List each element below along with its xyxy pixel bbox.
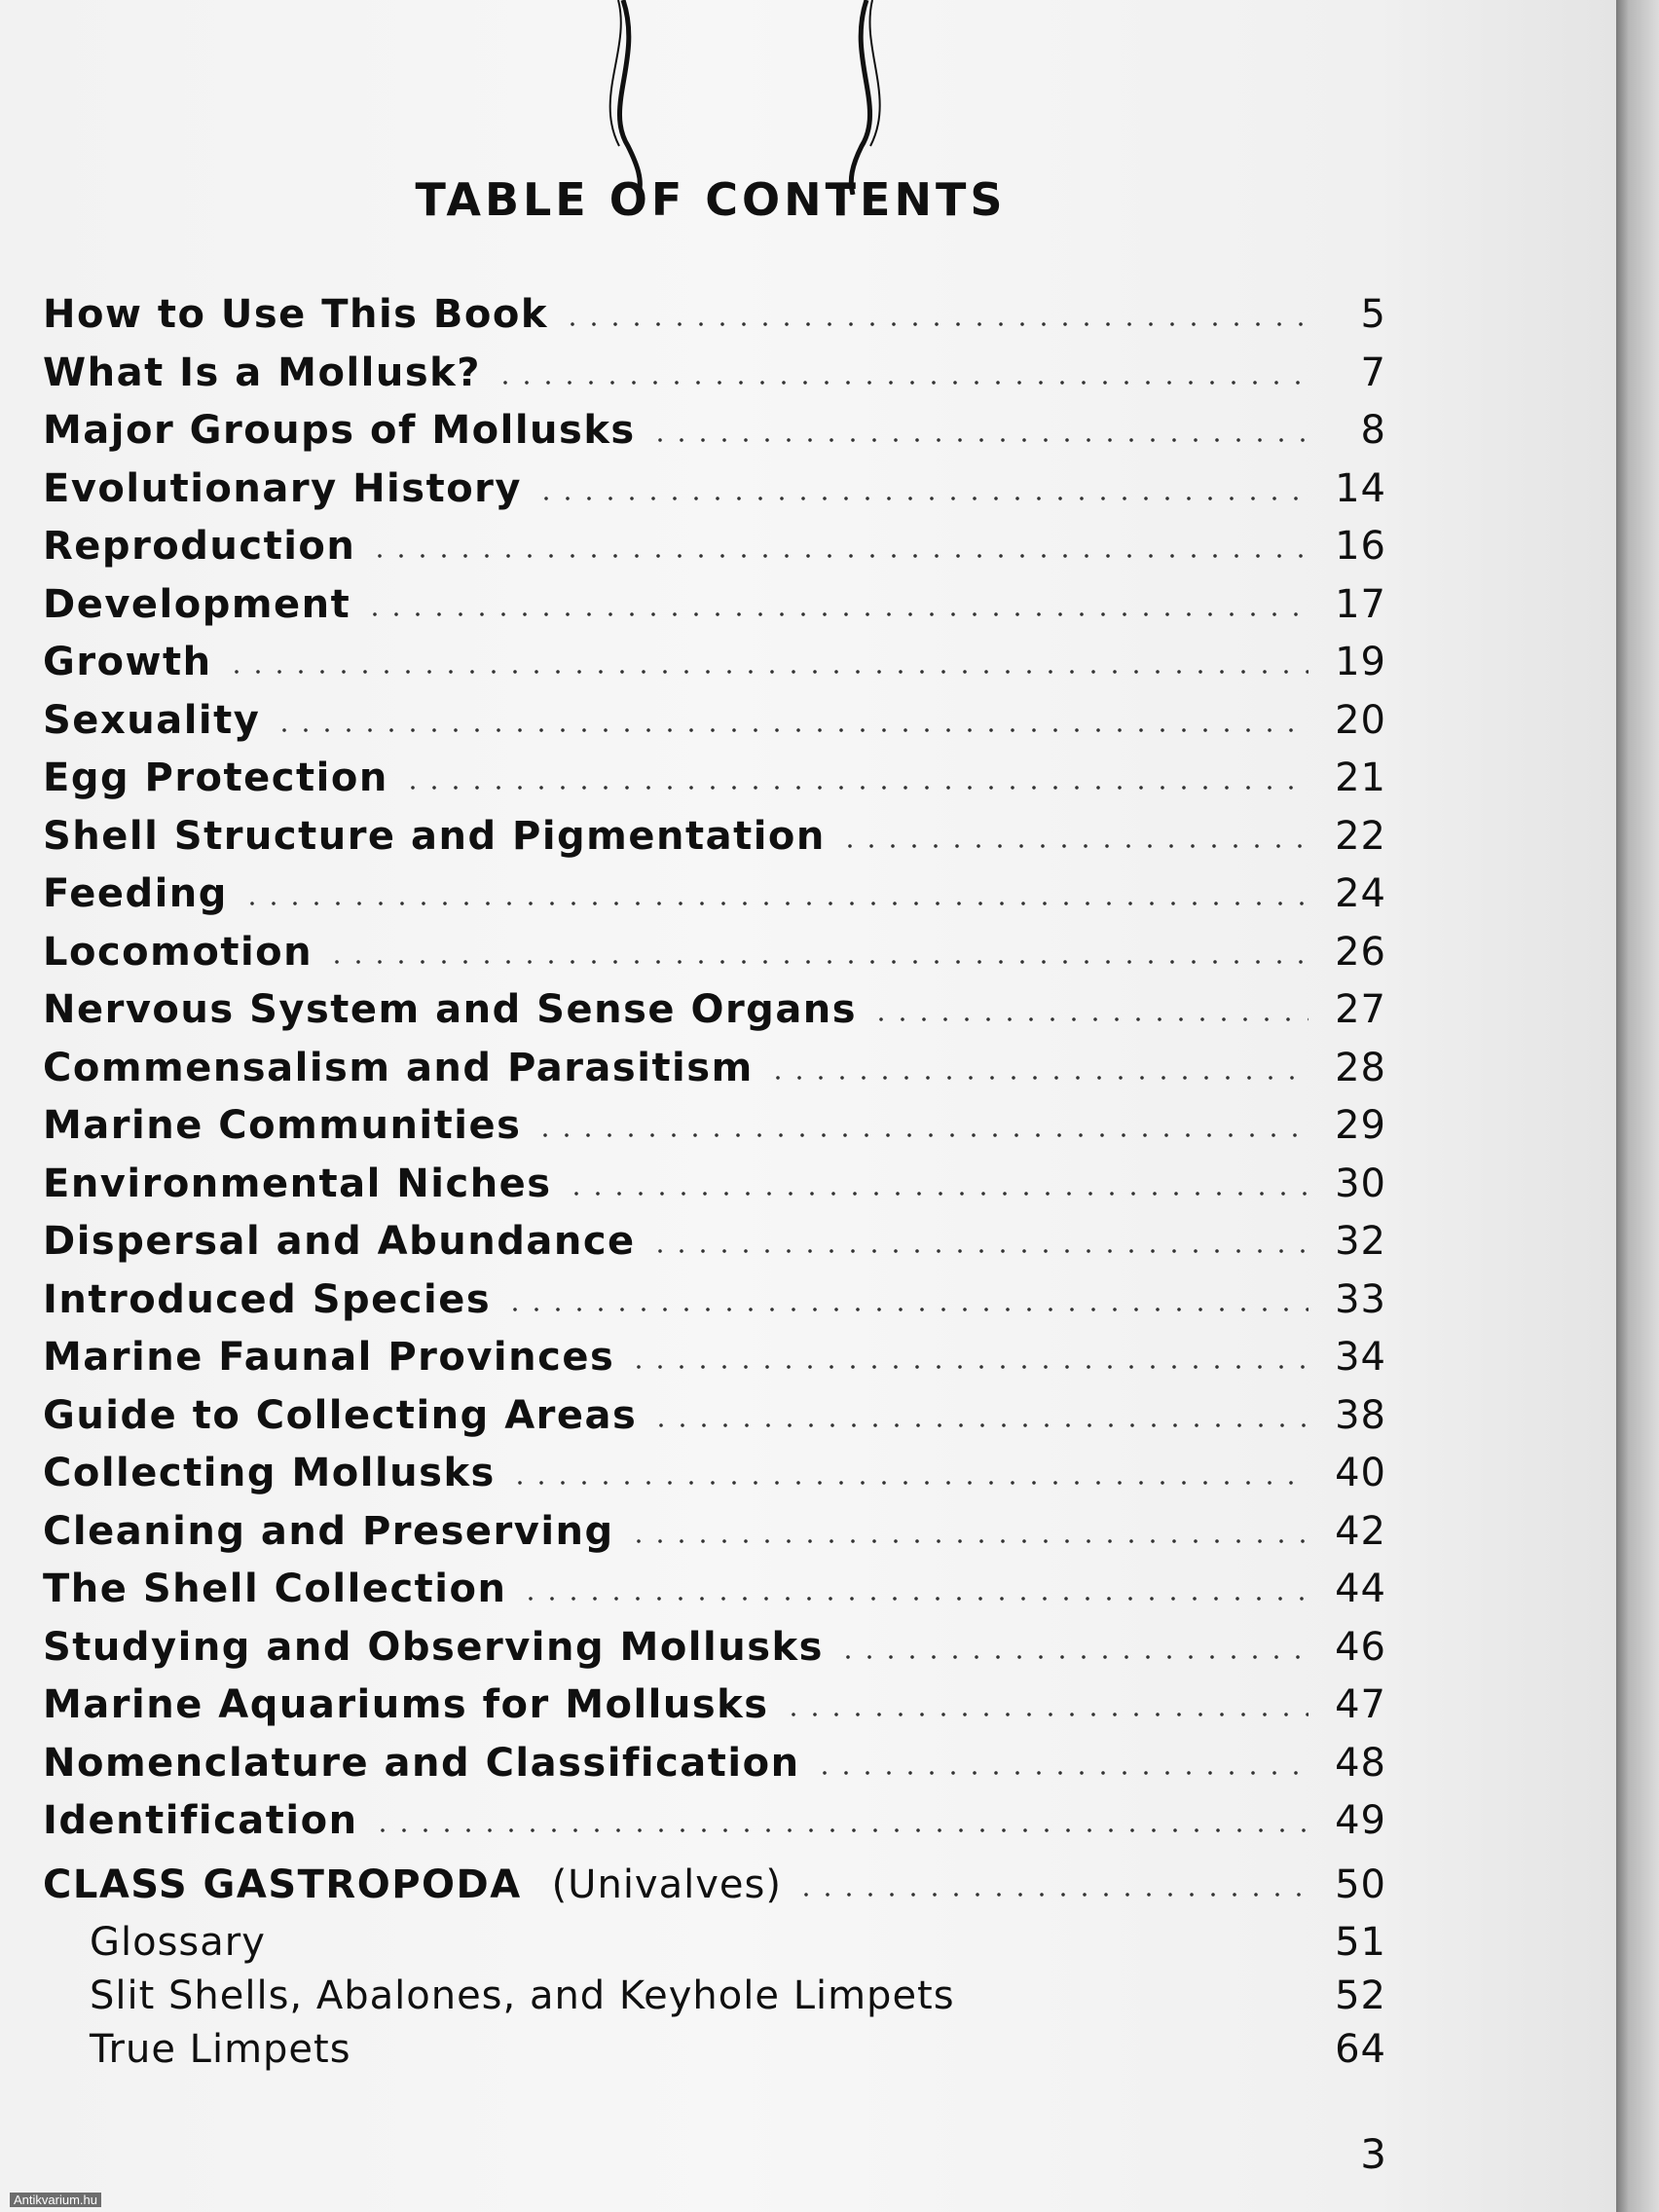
toc-entry <box>43 930 1386 988</box>
dot-leader <box>649 437 1309 443</box>
toc-entry-label: Nomenclature and Classification <box>43 1740 800 1786</box>
toc-entry-label: Cleaning and Preserving <box>43 1508 614 1554</box>
shell-illustration <box>584 0 905 195</box>
toc-entry-page: 30 <box>1335 1161 1386 1206</box>
toc-sub-entry <box>43 2027 1386 2081</box>
toc-entry-label: What Is a Mollusk? <box>43 350 481 395</box>
page-number: 3 <box>1360 2130 1386 2178</box>
dot-leader <box>628 1538 1309 1544</box>
toc-class-label <box>43 1862 795 1907</box>
toc-entry-label: Development <box>43 581 351 627</box>
dot-leader <box>241 901 1309 906</box>
toc-entry <box>43 582 1386 641</box>
dot-leader <box>402 785 1309 791</box>
toc-entry <box>43 1741 1386 1799</box>
dot-leader <box>520 1596 1309 1602</box>
toc-entry-label: Introduced Species <box>43 1276 492 1322</box>
dot-leader <box>364 611 1309 617</box>
toc-entry-page: 27 <box>1335 987 1386 1032</box>
toc-entry <box>43 987 1386 1046</box>
toc-entry <box>43 756 1386 814</box>
dot-leader <box>535 496 1309 501</box>
dot-leader <box>562 321 1309 327</box>
toc-entry <box>43 1451 1386 1509</box>
toc-entry <box>43 1219 1386 1277</box>
toc-entry-page: 28 <box>1335 1045 1386 1090</box>
toc-entry-label: Collecting Mollusks <box>43 1451 496 1495</box>
toc-entry <box>43 292 1386 350</box>
toc-entry-label: Reproduction <box>43 524 356 569</box>
toc-entry-label: Marine Faunal Provinces <box>43 1335 615 1380</box>
dot-leader <box>535 1132 1309 1138</box>
toc-sub-entry <box>43 1973 1386 2027</box>
toc-entry-page: 47 <box>1335 1682 1386 1727</box>
dot-leader <box>274 727 1309 733</box>
toc-entry-page: 5 <box>1360 292 1386 337</box>
toc-entry <box>43 350 1386 409</box>
toc-entry-label: Locomotion <box>43 929 313 975</box>
toc-entry-page: 24 <box>1335 871 1386 916</box>
toc-entry-page: 38 <box>1335 1392 1386 1438</box>
dot-leader <box>628 1364 1309 1370</box>
toc-entry <box>43 1103 1386 1161</box>
dot-leader <box>783 1712 1309 1717</box>
toc-entry <box>43 1509 1386 1567</box>
toc-entry-label: Identification <box>43 1798 358 1843</box>
dot-leader <box>814 1770 1309 1776</box>
dot-leader <box>226 669 1309 675</box>
toc-entry-label: Nervous System and Sense Organs <box>43 987 858 1032</box>
toc-entry-page: 42 <box>1335 1508 1386 1554</box>
toc-entry-label: How to Use This Book <box>43 292 548 337</box>
toc-entry-page: 22 <box>1335 813 1386 859</box>
toc-entry-label: The Shell Collection <box>43 1567 507 1611</box>
class-subtitle: (Univalves) <box>551 1862 782 1907</box>
toc-sub-entry-label: Glossary <box>90 1920 266 1965</box>
page-edge-shadow <box>1616 0 1659 2212</box>
toc-entry-label: Environmental Niches <box>43 1161 552 1206</box>
toc-entry-label: Shell Structure and Pigmentation <box>43 813 826 859</box>
toc-entry-page: 32 <box>1335 1219 1386 1264</box>
toc-entry <box>43 1567 1386 1625</box>
toc-entry-page: 19 <box>1335 640 1386 684</box>
toc-entry-page: 17 <box>1335 581 1386 627</box>
toc-sub-entry-label: Slit Shells, Abalones, and Keyhole Limpets <box>90 1973 955 2018</box>
toc-entry-label: Egg Protection <box>43 756 388 800</box>
toc-entry-page: 29 <box>1335 1103 1386 1148</box>
toc-entry-label: Marine Aquariums for Mollusks <box>43 1682 769 1727</box>
dot-leader <box>837 1654 1309 1660</box>
toc-entry-page: 7 <box>1360 350 1386 395</box>
toc-entry <box>43 640 1386 698</box>
toc-entry-label: Guide to Collecting Areas <box>43 1392 638 1438</box>
toc-class-entry <box>43 1862 1386 1921</box>
dot-leader <box>767 1075 1309 1081</box>
toc-entry-page: 51 <box>1335 1920 1386 1965</box>
toc-entry-page: 33 <box>1335 1276 1386 1322</box>
toc-sub-entry <box>43 1920 1386 1973</box>
dot-leader <box>566 1191 1309 1197</box>
toc-entry-page: 50 <box>1335 1862 1386 1907</box>
toc-entry-page: 21 <box>1335 756 1386 800</box>
toc-entry <box>43 814 1386 872</box>
toc-entry-page: 52 <box>1335 1973 1386 2018</box>
dot-leader <box>650 1422 1309 1428</box>
toc-entry <box>43 1335 1386 1393</box>
toc-entry <box>43 1625 1386 1683</box>
toc-entry <box>43 1798 1386 1857</box>
toc-entry-label: Sexuality <box>43 697 261 743</box>
toc-entry-page: 64 <box>1335 2027 1386 2072</box>
toc-entry <box>43 466 1386 525</box>
dot-leader <box>509 1480 1309 1486</box>
dot-leader <box>372 1827 1309 1833</box>
toc-entry-label: Feeding <box>43 871 228 916</box>
toc-sub-entry-label: True Limpets <box>90 2027 351 2072</box>
toc-entry-page: 46 <box>1335 1624 1386 1670</box>
watermark: Antikvarium.hu <box>10 2193 101 2207</box>
toc-entry <box>43 1161 1386 1220</box>
page-title: TABLE OF CONTENTS <box>415 173 1007 226</box>
toc-entry <box>43 1277 1386 1336</box>
toc-entry-page: 14 <box>1335 465 1386 511</box>
table-of-contents <box>43 292 1386 2081</box>
toc-entry-label: Major Groups of Mollusks <box>43 408 636 453</box>
toc-entry-label: Evolutionary History <box>43 465 522 511</box>
toc-entry <box>43 524 1386 582</box>
toc-entry <box>43 1393 1386 1452</box>
toc-entry-page: 44 <box>1335 1567 1386 1611</box>
toc-entry-label: Marine Communities <box>43 1103 522 1148</box>
toc-entry-page: 48 <box>1335 1740 1386 1786</box>
dot-leader <box>504 1307 1309 1312</box>
toc-entry-page: 34 <box>1335 1335 1386 1380</box>
toc-entry-page: 8 <box>1360 408 1386 453</box>
dot-leader <box>369 553 1309 559</box>
dot-leader <box>326 959 1309 965</box>
toc-entry-label: Studying and Observing Mollusks <box>43 1624 824 1670</box>
toc-entry-page: 40 <box>1335 1451 1386 1495</box>
toc-entry <box>43 698 1386 756</box>
toc-entry-label: Dispersal and Abundance <box>43 1219 636 1264</box>
dot-leader <box>870 1016 1309 1022</box>
class-name: CLASS GASTROPODA <box>43 1862 522 1907</box>
toc-entry <box>43 1046 1386 1104</box>
dot-leader <box>839 843 1309 849</box>
toc-entry-page: 49 <box>1335 1798 1386 1843</box>
toc-entry <box>43 871 1386 930</box>
toc-entry-page: 26 <box>1335 929 1386 975</box>
toc-entry-label: Commensalism and Parasitism <box>43 1045 754 1090</box>
toc-entry <box>43 408 1386 466</box>
dot-leader <box>795 1892 1309 1898</box>
toc-entry-page: 20 <box>1335 697 1386 743</box>
toc-entry <box>43 1682 1386 1741</box>
toc-entry-label: Growth <box>43 640 212 684</box>
dot-leader <box>495 380 1309 386</box>
dot-leader <box>649 1248 1309 1254</box>
toc-entry-page: 16 <box>1335 524 1386 569</box>
